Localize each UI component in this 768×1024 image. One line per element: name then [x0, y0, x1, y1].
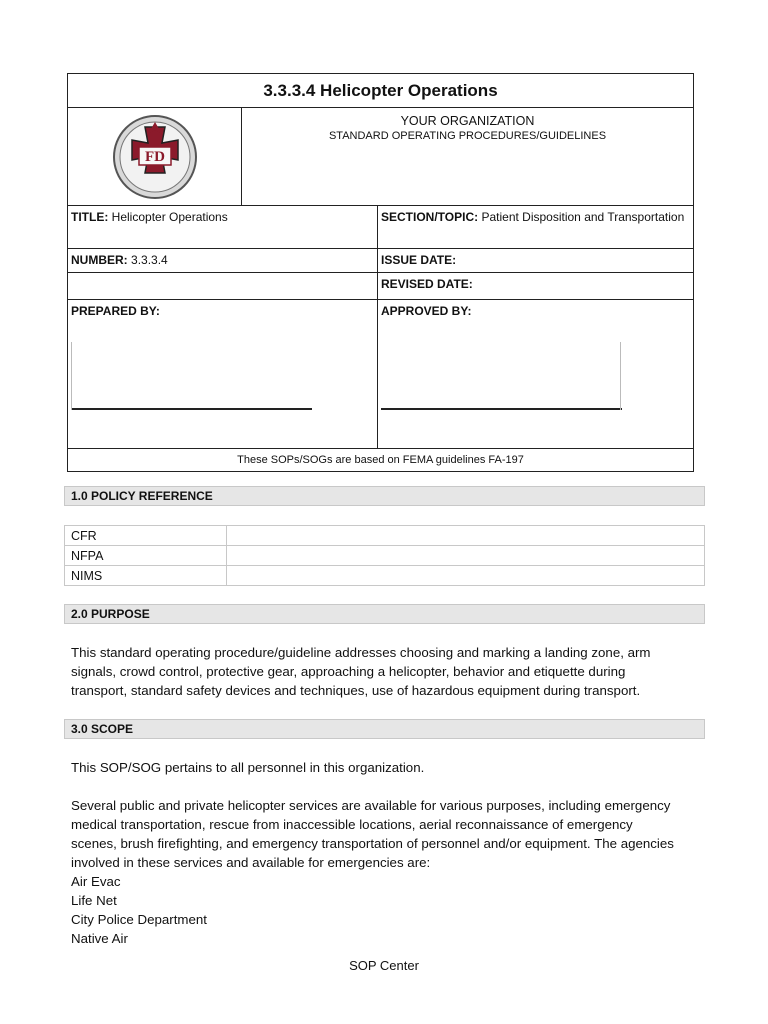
- agency-list: [71, 872, 681, 948]
- document-title: 3.3.3.4 Helicopter Operations: [68, 74, 693, 108]
- title-label: TITLE:: [71, 210, 109, 224]
- ref-name: NIMS: [65, 566, 227, 586]
- org-text: [242, 108, 693, 205]
- number-cell: [68, 249, 378, 272]
- issue-date-label: ISSUE DATE:: [381, 253, 457, 267]
- title-cell: [68, 206, 378, 248]
- table-row: [65, 566, 705, 586]
- purpose-heading: 2.0 PURPOSE: [64, 604, 705, 624]
- logo-lettering: FD: [144, 148, 165, 165]
- scope-intro: This SOP/SOG pertains to all personnel in this organization.: [71, 760, 425, 775]
- number-label: NUMBER:: [71, 253, 128, 267]
- title-row: [68, 206, 693, 249]
- prepared-by-cell: [68, 300, 378, 448]
- section-topic-value: Patient Disposition and Transportation: [481, 210, 685, 224]
- section-topic-cell: [378, 206, 693, 248]
- ref-value: [227, 526, 705, 546]
- sop-subtitle: STANDARD OPERATING PROCEDURES/GUIDELINES: [328, 130, 607, 142]
- approved-signature-line: [381, 408, 622, 410]
- list-item: City Police Department: [71, 912, 207, 927]
- prepared-signature-line: [71, 408, 312, 410]
- fema-basis-row: These SOPs/SOGs are based on FEMA guidelines FA-197: [237, 454, 524, 466]
- logo-cell: [68, 108, 242, 205]
- ref-name: CFR: [65, 526, 227, 546]
- list-item: Air Evac: [71, 874, 121, 889]
- header-box: [67, 73, 694, 472]
- scope-paragraph: Several public and private helicopter services are available for various purposes, including emergency medical transportation, rescue from inaccessible locations, aerial reconnaissance of emergency scenes, brush firefighting, and emergency transportation of personnel and/or equipment. The agencies involved in these services and available for emergencies are:: [71, 798, 674, 870]
- section-topic-label: SECTION/TOPIC:: [381, 210, 479, 224]
- approved-signature-edge: [620, 342, 621, 410]
- list-item: Native Air: [71, 931, 128, 946]
- empty-cell: [68, 273, 378, 299]
- table-row: [65, 546, 705, 566]
- issue-date-cell: [378, 249, 693, 272]
- ref-value: [227, 566, 705, 586]
- revised-date-cell: [378, 273, 693, 299]
- scope-heading: 3.0 SCOPE: [64, 719, 705, 739]
- number-row: [68, 249, 693, 273]
- policy-reference-table: [64, 525, 705, 586]
- purpose-paragraph: This standard operating procedure/guideline addresses choosing and marking a landing zone, arm signals, crowd control, protective gear, approaching a helicopter, behavior and etiquette during transport, standard safety devices and techniques, use of hazardous equipment during transport.: [71, 645, 651, 698]
- page-footer: SOP Center: [349, 958, 419, 973]
- approved-by-cell: [378, 300, 693, 448]
- title-value: Helicopter Operations: [111, 210, 228, 224]
- organization-name: YOUR ORGANIZATION: [400, 114, 535, 128]
- revised-date-label: REVISED DATE:: [381, 277, 473, 291]
- ref-value: [227, 546, 705, 566]
- approved-by-label: APPROVED BY:: [381, 304, 472, 318]
- revised-row: [68, 273, 693, 300]
- fire-department-logo-icon: [112, 114, 198, 200]
- table-row: [65, 526, 705, 546]
- policy-reference-heading: 1.0 POLICY REFERENCE: [64, 486, 705, 506]
- number-value: 3.3.3.4: [131, 253, 168, 267]
- list-item: Life Net: [71, 893, 117, 908]
- signature-row: [68, 300, 693, 449]
- prepared-signature-edge: [71, 342, 72, 410]
- ref-name: NFPA: [65, 546, 227, 566]
- prepared-by-label: PREPARED BY:: [71, 304, 160, 318]
- org-row: [68, 108, 693, 206]
